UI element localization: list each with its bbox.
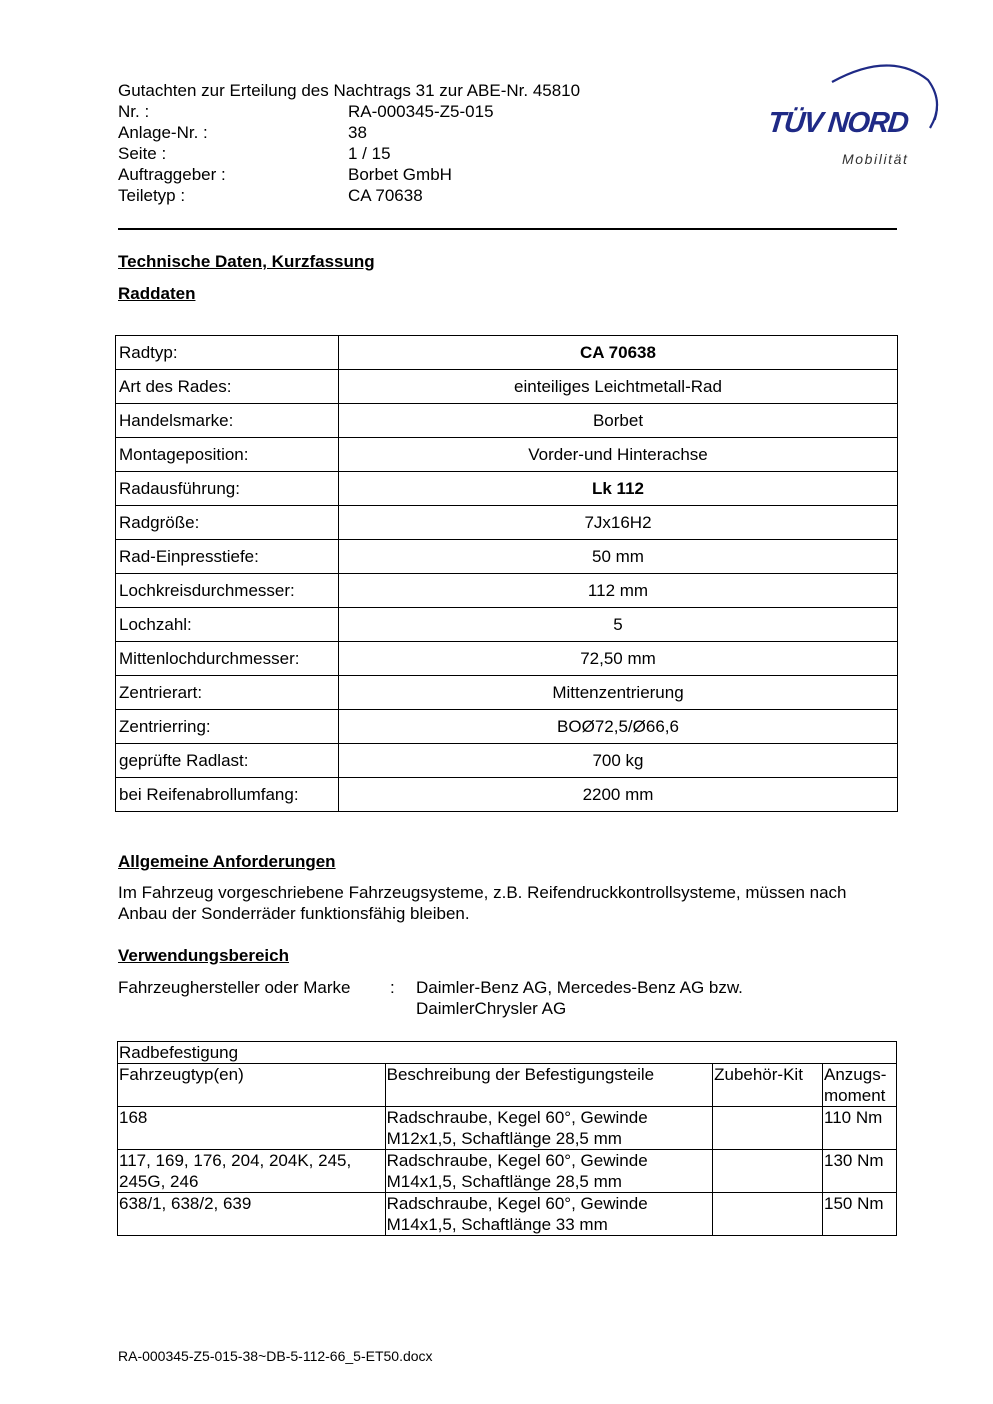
zubehoer-kit-cell (713, 1107, 823, 1150)
table-row (118, 1193, 897, 1236)
verwendung-value: Daimler-Benz AG, Mercedes-Benz AG bzw. DaimlerChrysler AG (416, 978, 743, 1018)
radbefestigung-title: Radbefestigung (118, 1042, 897, 1064)
header-value: RA-000345-Z5-015 (348, 102, 494, 121)
heading-verwendungsbereich: Verwendungsbereich (118, 946, 289, 965)
header-value: CA 70638 (348, 186, 423, 205)
raddaten-label: Lochkreisdurchmesser: (116, 574, 339, 608)
table-row (116, 540, 898, 574)
raddaten-label: geprüfte Radlast: (116, 744, 339, 778)
raddaten-label: Art des Rades: (116, 370, 339, 404)
raddaten-value: 50 mm (339, 540, 898, 574)
header-label: Anlage-Nr. : (118, 123, 208, 142)
header-divider (118, 228, 897, 230)
header-label: Auftraggeber : (118, 165, 226, 184)
allgemeine-text: Im Fahrzeug vorgeschriebene Fahrzeugsysteme, z.B. Reifendruckkontrollsysteme, müssen nach Anbau der Sonderräder funktionsfähig bleiben. (118, 883, 847, 923)
table-row (116, 438, 898, 472)
heading-allgemeine-anforderungen: Allgemeine Anforderungen (118, 852, 336, 871)
raddaten-value: Vorder-und Hinterachse (339, 438, 898, 472)
raddaten-value: 112 mm (339, 574, 898, 608)
raddaten-label: Lochzahl: (116, 608, 339, 642)
fahrzeugtyp-cell: 117, 169, 176, 204, 204K, 245, 245G, 246 (118, 1150, 386, 1193)
raddaten-value: 700 kg (339, 744, 898, 778)
radbefestigung-table (117, 1041, 897, 1236)
anzugsmoment-cell: 150 Nm (823, 1193, 897, 1236)
table-row (116, 744, 898, 778)
table-row (116, 608, 898, 642)
heading-technische-daten: Technische Daten, Kurzfassung (118, 252, 375, 271)
raddaten-value: Borbet (339, 404, 898, 438)
header-field-nr (118, 101, 494, 122)
table-row (116, 710, 898, 744)
raddaten-value: 7Jx16H2 (339, 506, 898, 540)
raddaten-value: 2200 mm (339, 778, 898, 812)
header-value: Borbet GmbH (348, 165, 452, 184)
raddaten-value: CA 70638 (339, 336, 898, 370)
raddaten-value: Lk 112 (339, 472, 898, 506)
raddaten-value: BOØ72,5/Ø66,6 (339, 710, 898, 744)
raddaten-value: 72,50 mm (339, 642, 898, 676)
anzugsmoment-cell: 130 Nm (823, 1150, 897, 1193)
table-row (116, 676, 898, 710)
column-header: Beschreibung der Befestigungsteile (385, 1064, 712, 1107)
header-value: 38 (348, 123, 367, 142)
header-label: Seite : (118, 144, 167, 163)
logo-subtitle: Mobilität (842, 151, 909, 167)
raddaten-label: Zentrierart: (116, 676, 339, 710)
raddaten-value: einteiliges Leichtmetall-Rad (339, 370, 898, 404)
table-header-row (118, 1064, 897, 1107)
footer-filename: RA-000345-Z5-015-38~DB-5-112-66_5-ET50.docx (118, 1348, 433, 1364)
column-header: Zubehör-Kit (713, 1064, 823, 1107)
verwendung-separator: : (390, 978, 395, 997)
table-row (118, 1150, 897, 1193)
verwendung-label: Fahrzeughersteller oder Marke (118, 978, 351, 997)
beschreibung-cell: Radschraube, Kegel 60°, Gewinde M14x1,5, Schaftlänge 33 mm (385, 1193, 712, 1236)
document-title: Gutachten zur Erteilung des Nachtrags 31 zur ABE-Nr. 45810 (118, 81, 581, 100)
table-row (116, 404, 898, 438)
raddaten-table (115, 335, 898, 812)
fahrzeugtyp-cell: 168 (118, 1107, 386, 1150)
header-fields (118, 101, 494, 206)
header-label: Nr. : (118, 102, 150, 121)
raddaten-label: Montageposition: (116, 438, 339, 472)
header-field-seite (118, 143, 494, 164)
beschreibung-cell: Radschraube, Kegel 60°, Gewinde M12x1,5, Schaftlänge 28,5 mm (385, 1107, 712, 1150)
raddaten-value: Mittenzentrierung (339, 676, 898, 710)
raddaten-label: Radgröße: (116, 506, 339, 540)
column-header: Fahrzeugtyp(en) (118, 1064, 386, 1107)
raddaten-value: 5 (339, 608, 898, 642)
raddaten-label: Radtyp: (116, 336, 339, 370)
raddaten-label: Zentrierring: (116, 710, 339, 744)
raddaten-label: Handelsmarke: (116, 404, 339, 438)
table-row (118, 1107, 897, 1150)
table-row (116, 506, 898, 540)
table-row (116, 642, 898, 676)
zubehoer-kit-cell (713, 1150, 823, 1193)
raddaten-label: Rad-Einpresstiefe: (116, 540, 339, 574)
table-title-row (118, 1042, 897, 1064)
header-label: Teiletyp : (118, 186, 186, 205)
raddaten-label: Radausführung: (116, 472, 339, 506)
table-row (116, 336, 898, 370)
raddaten-label: Mittenlochdurchmesser: (116, 642, 339, 676)
table-row (116, 472, 898, 506)
heading-raddaten: Raddaten (118, 284, 196, 303)
zubehoer-kit-cell (713, 1193, 823, 1236)
column-header: Anzugs-moment (823, 1064, 897, 1107)
header-field-auftraggeber (118, 164, 494, 185)
verwendung-row (118, 977, 796, 1019)
header-value: 1 / 15 (348, 144, 391, 163)
header-field-anlage (118, 122, 494, 143)
anzugsmoment-cell: 110 Nm (823, 1107, 897, 1150)
raddaten-label: bei Reifenabrollumfang: (116, 778, 339, 812)
header-field-teiletyp (118, 185, 494, 206)
logo-wordmark: TÜV NORD (766, 107, 910, 139)
table-row (116, 778, 898, 812)
beschreibung-cell: Radschraube, Kegel 60°, Gewinde M14x1,5, Schaftlänge 28,5 mm (385, 1150, 712, 1193)
table-row (116, 370, 898, 404)
fahrzeugtyp-cell: 638/1, 638/2, 639 (118, 1193, 386, 1236)
table-row (116, 574, 898, 608)
tuev-nord-logo (760, 58, 945, 173)
